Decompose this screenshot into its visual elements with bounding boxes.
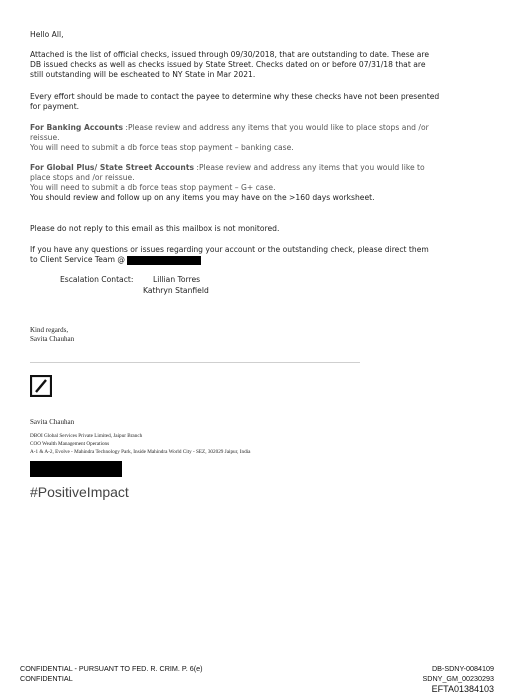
closing-line2: Savita Chauhan [30,335,75,343]
positive-impact-tagline: #PositiveImpact [30,484,129,500]
para2-line1: Every effort should be made to contact the payee to determine why these checks have not been presented [30,92,440,101]
global-text1: :Please review and address any items that you would like to [193,163,425,172]
banking-heading: For Banking Accounts [30,123,124,132]
signature-name: Savita Chauhan [30,418,75,426]
redaction-box [127,256,201,265]
greeting: Hello All, [30,30,64,39]
bates-number-2: SDNY_GM_00230293 [422,674,494,683]
noreply-note: Please do not reply to this email as this mailbox is not monitored. [30,224,280,233]
questions-line2 [30,255,482,265]
questions-text2: to Client Service Team @ [30,255,128,264]
efta-number: EFTA01384103 [431,684,494,694]
signature-department: COO Wealth Management Operations [30,441,110,447]
signature-divider [30,362,360,363]
deutsche-bank-logo-icon [30,375,52,397]
banking-line1 [30,123,482,133]
signature-address: A-1 & A-2, Evolve - Mahindra Technology Park, Inside Mahindra World City - SEZ, 302029 Jaipur, India [30,449,251,455]
banking-line2: reissue. [30,133,60,142]
para1-line2: DB issued checks as well as checks issued by State Street. Checks dated on or before 07/31/18 that are [30,60,426,69]
global-line3: You will need to submit a db force teas stop payment – G+ case. [30,183,276,192]
escalation-contact-2: Kathryn Stanfield [143,286,209,295]
global-line4: You should review and follow up on any items you may have on the >160 days worksheet. [30,193,375,202]
escalation-label: Escalation Contact: [60,275,134,284]
para1-line1: Attached is the list of official checks, issued through 09/30/2018, that are outstanding to date. These are [30,50,430,59]
signature-company: DBOI Global Services Private Limited, Jaipur Branch [30,433,143,439]
redaction-box [30,461,122,477]
global-heading: For Global Plus/ State Street Accounts [30,163,194,172]
closing-line1: Kind regards, [30,326,69,334]
global-line1 [30,163,482,173]
global-line2: place stops and /or reissue. [30,173,135,182]
escalation-contact-1: Lillian Torres [153,275,201,284]
confidential-line1: CONFIDENTIAL - PURSUANT TO FED. R. CRIM. P. 6(e) [20,664,203,673]
banking-text1: :Please review and address any items that you would like to place stops and /or [123,123,429,132]
para2-line2: for payment. [30,102,80,111]
banking-line3: You will need to submit a db force teas stop payment – banking case. [30,143,294,152]
bates-number-1: DB-SDNY-0084109 [431,664,494,673]
para1-line3: still outstanding will be escheated to NY State in Mar 2021. [30,70,256,79]
questions-line1: If you have any questions or issues regarding your account or the outstanding check, please direct them [30,245,429,254]
confidential-line2: CONFIDENTIAL [20,674,73,683]
